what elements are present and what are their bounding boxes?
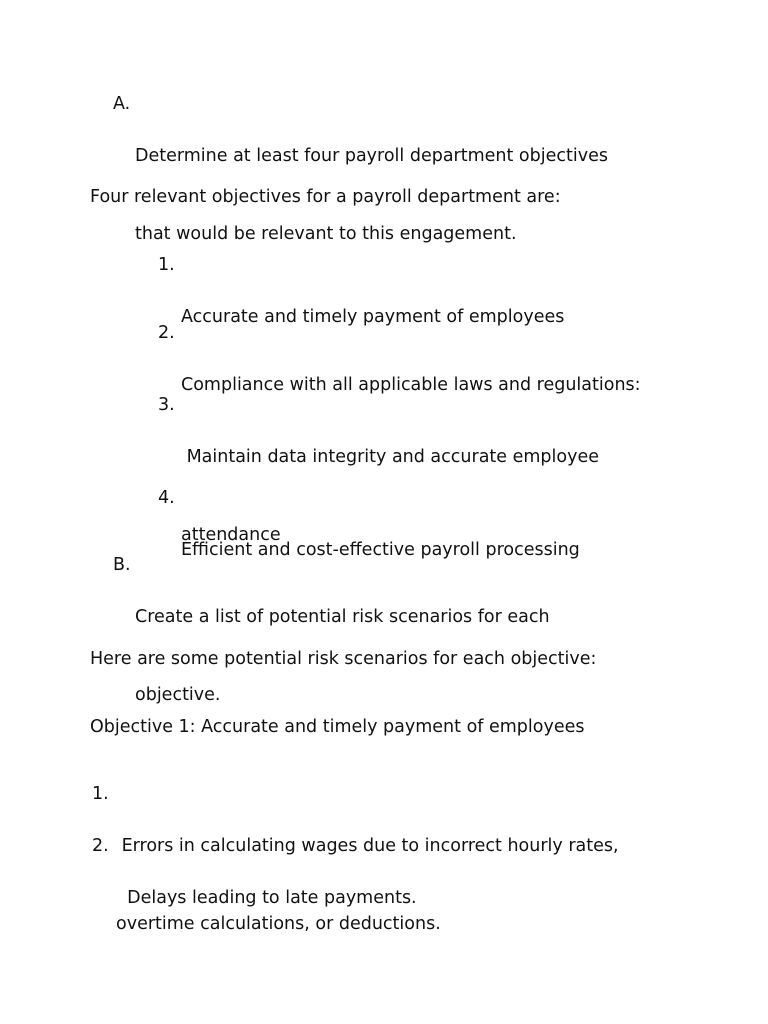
section-b-line: objective. [135, 685, 221, 705]
objective-line: Efficient and cost-effective payroll processing [181, 540, 580, 560]
section-a-line: that would be relevant to this engagement. [135, 224, 517, 244]
objective-line: Compliance with all applicable laws and regulations: [181, 375, 641, 395]
objective-line: Maintain data integrity and accurate employee [181, 447, 599, 467]
objective-marker: 2. [158, 323, 175, 343]
objective-1-heading: Objective 1: Accurate and timely payment of employees [90, 717, 585, 737]
objective-marker: 4. [158, 488, 175, 508]
risk-marker: 2. [92, 836, 109, 856]
risk-intro-paragraph: Here are some potential risk scenarios for each objective: [90, 649, 597, 669]
objective-marker: 1. [158, 255, 175, 275]
section-a-line: Determine at least four payroll department objectives [135, 146, 608, 166]
section-b-marker: B. [113, 555, 131, 575]
risk-marker: 1. [92, 784, 109, 804]
risk-item-2 [92, 833, 417, 963]
risk-line: Delays leading to late payments. [116, 888, 417, 908]
objective-marker: 3. [158, 395, 175, 415]
risk-text [116, 833, 417, 963]
risk-line: Errors in calculating wages due to incorrect hourly rates, [116, 836, 619, 856]
section-b-line: Create a list of potential risk scenarios for each [135, 607, 550, 627]
section-a-marker: A. [113, 94, 131, 114]
objective-line: attendance [181, 525, 281, 545]
risk-line: overtime calculations, or deductions. [116, 914, 441, 934]
objective-line: Accurate and timely payment of employees [181, 307, 565, 327]
intro-paragraph: Four relevant objectives for a payroll department are: [90, 187, 561, 207]
